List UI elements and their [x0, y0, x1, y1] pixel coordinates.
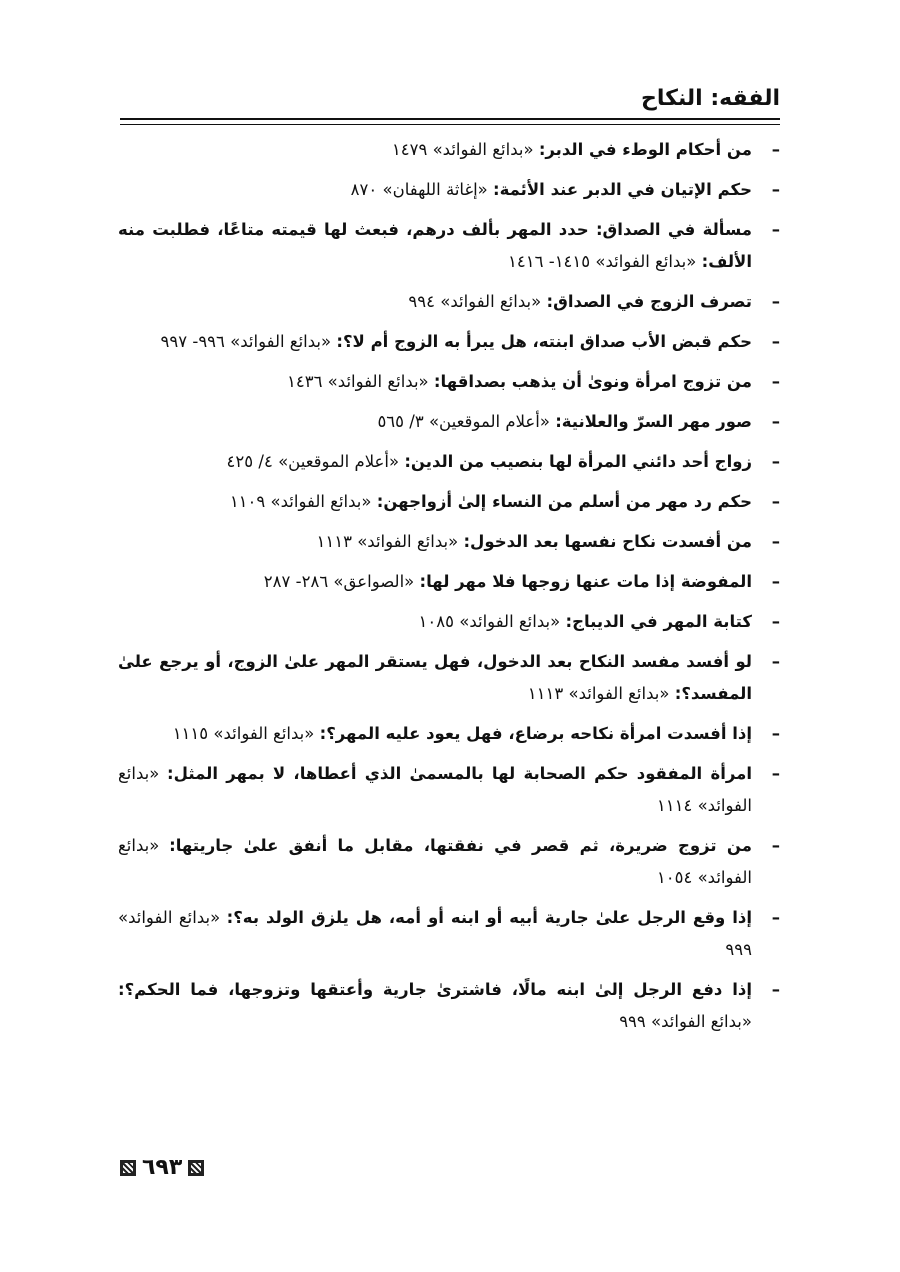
item-topic: إذا وقع الرجل علىٰ جارية أبيه أو ابنه أو أمه، هل يلزق الولد به؟:: [226, 908, 752, 927]
list-item: [118, 566, 780, 598]
list-item: [118, 526, 780, 558]
ornament-icon: [188, 1160, 204, 1176]
header-rule-thin: [120, 124, 780, 125]
page-footer: [120, 1155, 204, 1180]
list-item: [118, 446, 780, 478]
list-item: [118, 606, 780, 638]
page-title: الفقه: النكاح: [641, 86, 780, 111]
item-source: «بدائع الفوائد» ١٤٣٦: [286, 372, 434, 391]
item-topic: امرأة المفقود حكم الصحابة لها بالمسمىٰ الذي أعطاها، لا بمهر المثل:: [167, 764, 752, 783]
item-source: «بدائع الفوائد» ١١٠٩: [229, 492, 377, 511]
list-item: [118, 646, 780, 710]
item-topic: المفوضة إذا مات عنها زوجها فلا مهر لها:: [419, 572, 752, 591]
item-topic: تصرف الزوج في الصداق:: [546, 292, 752, 311]
item-topic: زواج أحد دائني المرأة لها بنصيب من الدين:: [404, 452, 752, 471]
list-item: [118, 974, 780, 1038]
item-source: «بدائع الفوائد» ١٤١٥- ١٤١٦: [508, 252, 702, 271]
item-source: «بدائع الفوائد» ٩٩٩: [619, 1012, 752, 1031]
item-topic: حكم قبض الأب صداق ابنته، هل يبرأ به الزوج أم لا؟:: [336, 332, 752, 351]
topic-list: [118, 134, 780, 1046]
list-item: [118, 366, 780, 398]
list-item: [118, 758, 780, 822]
item-source: «أعلام الموقعين» ٤/ ٤٢٥: [226, 452, 405, 471]
list-item: [118, 326, 780, 358]
item-source: «بدائع الفوائد» ١١١٣: [316, 532, 464, 551]
list-item: [118, 486, 780, 518]
item-source: «بدائع الفوائد» ١١١٥: [172, 724, 320, 743]
item-topic: إذا أفسدت امرأة نكاحه برضاع، فهل يعود عليه المهر؟:: [319, 724, 752, 743]
item-source: «بدائع الفوائد» ٩٩٤: [408, 292, 547, 311]
item-topic: لو أفسد مفسد النكاح بعد الدخول، فهل يستقر المهر علىٰ الزوج، أو يرجع علىٰ المفسد؟:: [118, 652, 752, 703]
item-topic: إذا دفع الرجل إلىٰ ابنه مالًا، فاشترىٰ جارية وأعتقها وتزوجها، فما الحكم؟:: [118, 980, 752, 999]
item-topic: مسألة في الصداق: حدد المهر بألف درهم، فبعث لها قيمته متاعًا، فطلبت منه الألف:: [118, 220, 752, 271]
item-source: «بدائع الفوائد» ١٤٧٩: [391, 140, 539, 159]
list-item: [118, 286, 780, 318]
ornament-icon: [120, 1160, 136, 1176]
item-source: «بدائع الفوائد» ١٠٥٤: [118, 836, 752, 887]
item-source: «إغاثة اللهفان» ٨٧٠: [350, 180, 494, 199]
list-item: [118, 406, 780, 438]
header-rule-thick: [120, 118, 780, 120]
item-source: «بدائع الفوائد» ١١١٣: [527, 684, 675, 703]
item-topic: صور مهر السرّ والعلانية:: [555, 412, 752, 431]
item-topic: من أفسدت نكاح نفسها بعد الدخول:: [463, 532, 752, 551]
list-item: [118, 830, 780, 894]
item-topic: كتابة المهر في الديباج:: [565, 612, 752, 631]
list-item: [118, 214, 780, 278]
item-source: «بدائع الفوائد» ٩٩٦- ٩٩٧: [160, 332, 337, 351]
item-source: «الصواعق» ٢٨٦- ٢٨٧: [263, 572, 420, 591]
item-topic: حكم الإتيان في الدبر عند الأئمة:: [493, 180, 752, 199]
item-source: «بدائع الفوائد» ١١١٤: [118, 764, 752, 815]
item-source: «بدائع الفوائد» ١٠٨٥: [418, 612, 566, 631]
item-source: «أعلام الموقعين» ٣/ ٥٦٥: [377, 412, 556, 431]
item-source: «بدائع الفوائد» ٩٩٩: [118, 908, 752, 959]
list-item: [118, 902, 780, 966]
item-topic: من أحكام الوطء في الدبر:: [538, 140, 752, 159]
item-topic: حكم رد مهر من أسلم من النساء إلىٰ أزواجهن:: [376, 492, 752, 511]
list-item: [118, 174, 780, 206]
item-topic: من تزوج ضريرة، ثم قصر في نفقتها، مقابل ما أنفق علىٰ جاريتها:: [169, 836, 752, 855]
page-number: ٦٩٣: [142, 1155, 183, 1180]
list-item: [118, 718, 780, 750]
item-topic: من تزوج امرأة ونوىٰ أن يذهب بصداقها:: [433, 372, 752, 391]
list-item: [118, 134, 780, 166]
